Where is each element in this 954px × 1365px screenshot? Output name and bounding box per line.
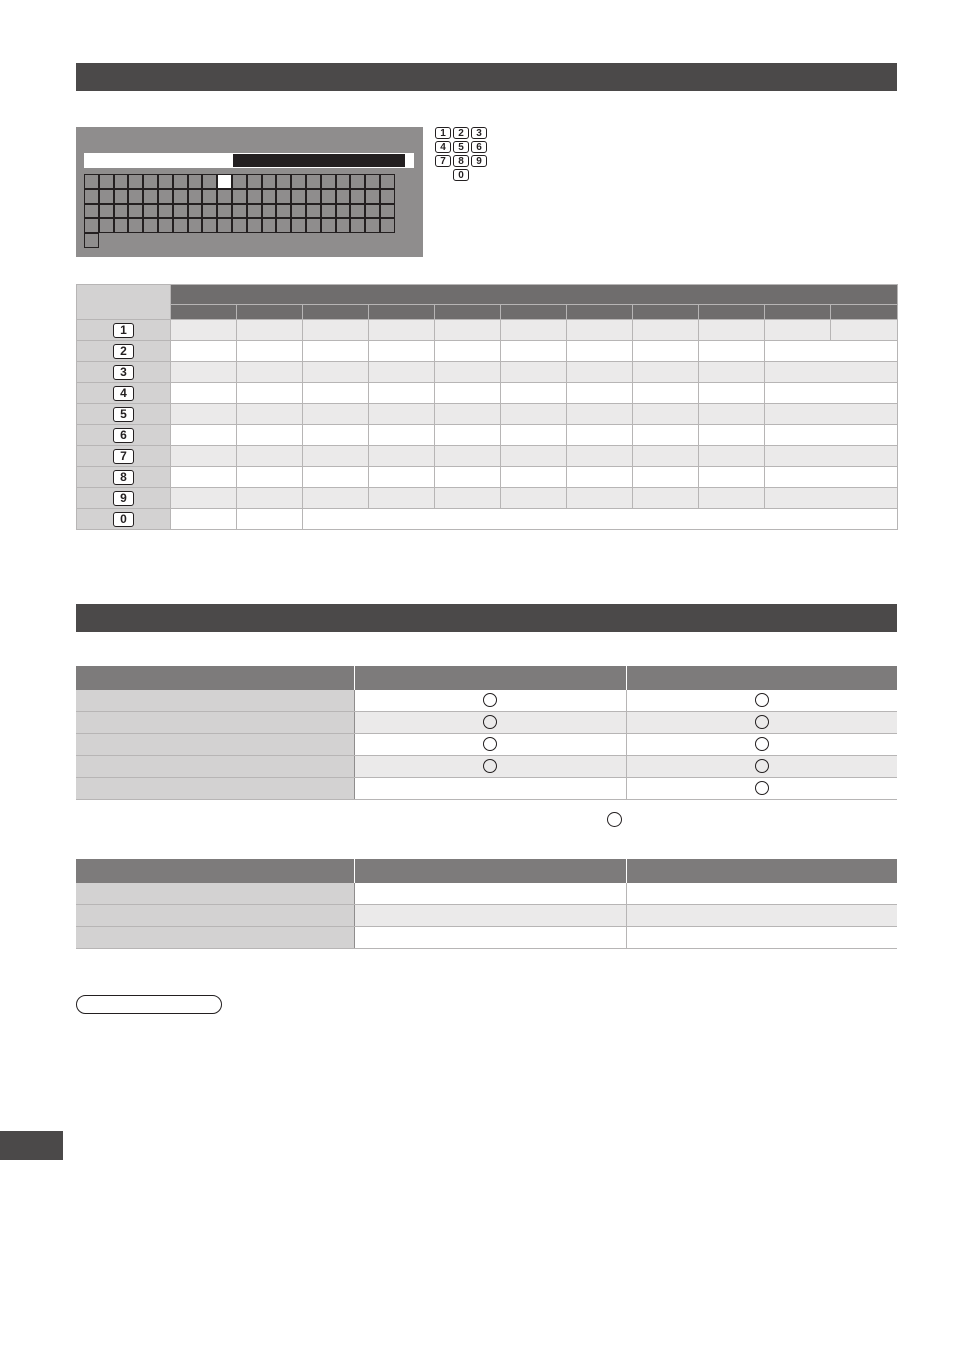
table-cell	[567, 446, 633, 467]
table-cell	[435, 404, 501, 425]
table-cell	[237, 404, 303, 425]
osk-key[interactable]	[276, 218, 291, 233]
key-7-icon: 7	[435, 155, 451, 167]
osk-key[interactable]	[143, 189, 158, 204]
osk-key[interactable]	[247, 174, 262, 189]
table-cell	[354, 756, 626, 778]
osk-key[interactable]	[306, 189, 321, 204]
osk-key[interactable]	[114, 204, 129, 219]
osk-key[interactable]	[128, 174, 143, 189]
key-6-icon: 6	[471, 141, 487, 153]
key-5-icon: 5	[113, 407, 134, 422]
table-row	[77, 404, 898, 425]
osk-key[interactable]	[291, 189, 306, 204]
table-row	[76, 734, 897, 756]
circle-mark-icon	[755, 781, 769, 795]
table-cell	[435, 467, 501, 488]
table-cell	[171, 509, 237, 530]
table-subheader-cell	[633, 305, 699, 320]
osk-key[interactable]	[321, 204, 336, 219]
osk-key[interactable]	[217, 189, 232, 204]
table-cell	[633, 362, 699, 383]
key-8-icon: 8	[453, 155, 469, 167]
row-key-cell	[77, 362, 171, 383]
row-key-cell	[77, 467, 171, 488]
table-cell	[699, 362, 765, 383]
table-cell	[765, 425, 898, 446]
table-cell	[567, 320, 633, 341]
row-key-cell	[77, 341, 171, 362]
osk-key[interactable]	[84, 218, 99, 233]
table-cell	[237, 341, 303, 362]
osk-key[interactable]	[84, 233, 99, 248]
table-cell	[633, 341, 699, 362]
osk-key[interactable]	[380, 204, 395, 219]
table-corner-cell	[77, 285, 171, 320]
table-cell	[303, 341, 369, 362]
osk-key[interactable]	[158, 189, 173, 204]
character-input-table	[76, 284, 898, 530]
key-9-icon: 9	[471, 155, 487, 167]
osk-key[interactable]	[247, 204, 262, 219]
osk-key[interactable]	[99, 174, 114, 189]
table-subheader-cell	[171, 305, 237, 320]
key-8-icon: 8	[113, 470, 134, 485]
osk-key[interactable]	[202, 174, 217, 189]
table-cell	[237, 320, 303, 341]
osk-key[interactable]	[217, 174, 232, 189]
circle-mark-icon	[755, 759, 769, 773]
table-header-cell	[626, 859, 897, 883]
table-cell	[303, 362, 369, 383]
table-cell	[303, 425, 369, 446]
key-6-icon: 6	[113, 428, 134, 443]
osk-key[interactable]	[84, 174, 99, 189]
row-key-cell	[77, 446, 171, 467]
table-cell	[501, 341, 567, 362]
osk-key[interactable]	[158, 204, 173, 219]
row-label-cell	[76, 883, 354, 905]
table-cell	[633, 446, 699, 467]
osk-key[interactable]	[143, 204, 158, 219]
on-screen-keyboard-panel	[76, 127, 423, 257]
osk-key[interactable]	[188, 189, 203, 204]
osk-key[interactable]	[202, 189, 217, 204]
table-subheader-cell	[567, 305, 633, 320]
compatibility-table-2	[76, 859, 897, 949]
key-4-icon: 4	[113, 386, 134, 401]
table-cell	[501, 320, 567, 341]
table-row	[77, 320, 898, 341]
table-cell	[369, 404, 435, 425]
compatibility-table-1	[76, 666, 897, 800]
table-header-cell	[76, 666, 354, 690]
key-4-icon: 4	[435, 141, 451, 153]
table-cell	[633, 488, 699, 509]
table-cell	[354, 905, 626, 927]
table-cell	[354, 712, 626, 734]
table-row	[77, 467, 898, 488]
row-label-cell	[76, 690, 354, 712]
table-subheader-cell	[303, 305, 369, 320]
circle-mark-icon	[755, 715, 769, 729]
osk-key[interactable]	[380, 218, 395, 233]
key-9-icon: 9	[113, 491, 134, 506]
table-cell	[435, 362, 501, 383]
osk-key[interactable]	[262, 204, 277, 219]
table-cell	[699, 467, 765, 488]
table-cell	[501, 383, 567, 404]
osk-key[interactable]	[173, 189, 188, 204]
osk-key[interactable]	[128, 218, 143, 233]
table-cell	[435, 383, 501, 404]
table-cell	[354, 778, 626, 800]
table-cell	[567, 488, 633, 509]
table-cell	[171, 425, 237, 446]
osk-key[interactable]	[158, 174, 173, 189]
table-cell	[303, 404, 369, 425]
osk-key[interactable]	[232, 218, 247, 233]
osk-key[interactable]	[158, 218, 173, 233]
section-header-bar	[76, 63, 897, 91]
table-cell	[354, 690, 626, 712]
circle-mark-icon	[483, 715, 497, 729]
table-cell	[699, 383, 765, 404]
osk-key[interactable]	[306, 204, 321, 219]
circle-mark-icon	[755, 693, 769, 707]
table-cell	[633, 383, 699, 404]
table-cell	[501, 362, 567, 383]
osk-key[interactable]	[232, 204, 247, 219]
table-row	[77, 509, 898, 530]
table-cell	[626, 778, 897, 800]
row-key-cell	[77, 425, 171, 446]
table-subheader-cell	[435, 305, 501, 320]
table-cell	[303, 509, 898, 530]
osk-key[interactable]	[84, 204, 99, 219]
table-cell	[237, 509, 303, 530]
osk-key[interactable]	[173, 204, 188, 219]
table-cell	[171, 320, 237, 341]
table-cell	[303, 488, 369, 509]
table-row	[76, 883, 897, 905]
table-cell	[303, 383, 369, 404]
osk-input-highlight	[233, 154, 405, 167]
table-cell	[765, 320, 831, 341]
table-row	[76, 690, 897, 712]
note-label-pill	[76, 995, 222, 1014]
osk-key[interactable]	[365, 218, 380, 233]
key-0-icon: 0	[113, 512, 134, 527]
table-cell	[237, 488, 303, 509]
osk-key[interactable]	[202, 218, 217, 233]
osk-key[interactable]	[114, 174, 129, 189]
table-row	[77, 383, 898, 404]
osk-key[interactable]	[143, 174, 158, 189]
osk-key[interactable]	[350, 174, 365, 189]
osk-key[interactable]	[188, 174, 203, 189]
table-cell	[501, 404, 567, 425]
row-label-cell	[76, 778, 354, 800]
osk-key[interactable]	[380, 174, 395, 189]
table-cell	[303, 320, 369, 341]
key-3-icon: 3	[471, 127, 487, 139]
table-cell	[171, 467, 237, 488]
osk-key[interactable]	[188, 218, 203, 233]
key-3-icon: 3	[113, 365, 134, 380]
row-label-cell	[76, 927, 354, 949]
osk-key[interactable]	[128, 189, 143, 204]
osk-key[interactable]	[365, 204, 380, 219]
table-row	[77, 362, 898, 383]
table-row	[76, 756, 897, 778]
table-cell	[626, 756, 897, 778]
osk-key[interactable]	[365, 189, 380, 204]
table-cell	[171, 362, 237, 383]
osk-key[interactable]	[380, 189, 395, 204]
osk-key[interactable]	[217, 204, 232, 219]
osk-key[interactable]	[247, 218, 262, 233]
osk-key[interactable]	[217, 218, 232, 233]
table-subheader-cell	[237, 305, 303, 320]
table-cell	[633, 467, 699, 488]
key-2-icon: 2	[113, 344, 134, 359]
table-cell	[501, 446, 567, 467]
circle-mark-icon	[483, 759, 497, 773]
table-subheader-cell	[369, 305, 435, 320]
osk-key[interactable]	[232, 174, 247, 189]
section-header-bar-2	[76, 604, 897, 632]
osk-key[interactable]	[128, 204, 143, 219]
osk-key[interactable]	[321, 189, 336, 204]
table-cell	[369, 320, 435, 341]
osk-key[interactable]	[291, 204, 306, 219]
osk-key[interactable]	[336, 218, 351, 233]
table-cell	[237, 362, 303, 383]
table-cell	[567, 425, 633, 446]
table-cell	[567, 341, 633, 362]
table-cell	[501, 425, 567, 446]
osk-text-input-field[interactable]	[84, 153, 414, 168]
osk-key[interactable]	[336, 174, 351, 189]
osk-key[interactable]	[173, 218, 188, 233]
table-row	[77, 488, 898, 509]
table-cell	[765, 446, 898, 467]
table-row	[76, 905, 897, 927]
table-cell	[435, 446, 501, 467]
osk-key[interactable]	[306, 218, 321, 233]
circle-mark-icon	[755, 737, 769, 751]
table-row	[76, 778, 897, 800]
table-subheader-cell	[765, 305, 831, 320]
table-cell	[303, 467, 369, 488]
table-cell	[567, 362, 633, 383]
circle-mark-icon	[607, 812, 622, 827]
key-2-icon: 2	[453, 127, 469, 139]
table-subheader-cell	[501, 305, 567, 320]
osk-key[interactable]	[365, 174, 380, 189]
table-cell	[765, 362, 898, 383]
osk-key[interactable]	[99, 218, 114, 233]
osk-key[interactable]	[276, 174, 291, 189]
key-7-icon: 7	[113, 449, 134, 464]
table-cell	[369, 488, 435, 509]
table-cell	[699, 446, 765, 467]
table-cell	[633, 320, 699, 341]
key-1-icon: 1	[113, 323, 134, 338]
row-label-cell	[76, 756, 354, 778]
key-1-icon: 1	[435, 127, 451, 139]
table-cell	[633, 425, 699, 446]
osk-key[interactable]	[262, 174, 277, 189]
table-cell	[237, 467, 303, 488]
circle-mark-icon	[483, 693, 497, 707]
row-label-cell	[76, 905, 354, 927]
osk-key[interactable]	[276, 204, 291, 219]
row-key-cell	[77, 404, 171, 425]
row-key-cell	[77, 488, 171, 509]
table-cell	[171, 404, 237, 425]
table-cell	[369, 383, 435, 404]
table-cell	[171, 488, 237, 509]
table-row	[77, 341, 898, 362]
table-cell	[699, 341, 765, 362]
table-cell	[626, 905, 897, 927]
key-5-icon: 5	[453, 141, 469, 153]
key-0-icon: 0	[453, 169, 469, 181]
table-subheader-cell	[699, 305, 765, 320]
table-header-cell	[76, 859, 354, 883]
table-cell	[567, 404, 633, 425]
table-cell	[171, 383, 237, 404]
table-row	[76, 927, 897, 949]
table-cell	[435, 425, 501, 446]
table-row	[77, 425, 898, 446]
table-cell	[354, 927, 626, 949]
table-cell	[699, 425, 765, 446]
table-cell	[369, 425, 435, 446]
table-cell	[369, 467, 435, 488]
table-cell	[567, 467, 633, 488]
table-cell	[171, 341, 237, 362]
table-cell	[354, 734, 626, 756]
table-cell	[369, 446, 435, 467]
osk-key[interactable]	[336, 189, 351, 204]
osk-key[interactable]	[232, 189, 247, 204]
table-cell	[699, 320, 765, 341]
osk-key[interactable]	[350, 218, 365, 233]
osk-key[interactable]	[99, 189, 114, 204]
row-key-cell	[77, 320, 171, 341]
osk-key[interactable]	[350, 204, 365, 219]
osk-key[interactable]	[202, 204, 217, 219]
osk-key[interactable]	[321, 174, 336, 189]
table-header-cell	[354, 666, 626, 690]
table-cell	[369, 341, 435, 362]
table-cell	[501, 488, 567, 509]
table-cell	[303, 446, 369, 467]
osk-key[interactable]	[276, 189, 291, 204]
table-cell	[626, 690, 897, 712]
osk-key[interactable]	[188, 204, 203, 219]
table-cell	[831, 320, 898, 341]
table-cell	[765, 467, 898, 488]
circle-mark-icon	[483, 737, 497, 751]
table-header-band	[171, 285, 898, 305]
osk-key[interactable]	[99, 204, 114, 219]
row-key-cell	[77, 509, 171, 530]
osk-key[interactable]	[143, 218, 158, 233]
osk-key[interactable]	[321, 218, 336, 233]
osk-key[interactable]	[262, 189, 277, 204]
table-cell	[435, 320, 501, 341]
table-cell	[567, 383, 633, 404]
table-cell	[626, 883, 897, 905]
osk-key[interactable]	[114, 218, 129, 233]
osk-key[interactable]	[291, 174, 306, 189]
table-cell	[765, 488, 898, 509]
row-key-cell	[77, 383, 171, 404]
table-cell	[237, 446, 303, 467]
table-cell	[171, 446, 237, 467]
table-header-cell	[626, 666, 897, 690]
table-cell	[501, 467, 567, 488]
table-cell	[765, 404, 898, 425]
osk-key[interactable]	[262, 218, 277, 233]
osk-key[interactable]	[350, 189, 365, 204]
table-cell	[354, 883, 626, 905]
row-label-cell	[76, 734, 354, 756]
table-cell	[435, 341, 501, 362]
osk-key[interactable]	[306, 174, 321, 189]
osk-key-grid	[84, 174, 395, 248]
osk-key[interactable]	[291, 218, 306, 233]
osk-key[interactable]	[84, 189, 99, 204]
osk-key[interactable]	[247, 189, 262, 204]
table-cell	[626, 734, 897, 756]
table-cell	[626, 712, 897, 734]
table-cell	[633, 404, 699, 425]
table-row	[76, 712, 897, 734]
page-edge-tab	[0, 1131, 63, 1160]
table-subheader-cell	[831, 305, 898, 320]
table-cell	[626, 927, 897, 949]
osk-key[interactable]	[336, 204, 351, 219]
table-cell	[699, 404, 765, 425]
table-cell	[237, 425, 303, 446]
table-row	[77, 446, 898, 467]
table-cell	[369, 362, 435, 383]
osk-key[interactable]	[173, 174, 188, 189]
osk-key[interactable]	[114, 189, 129, 204]
table-cell	[435, 488, 501, 509]
table-cell	[699, 488, 765, 509]
table-cell	[765, 383, 898, 404]
table-header-cell	[354, 859, 626, 883]
table-cell	[765, 341, 898, 362]
table-cell	[237, 383, 303, 404]
row-label-cell	[76, 712, 354, 734]
